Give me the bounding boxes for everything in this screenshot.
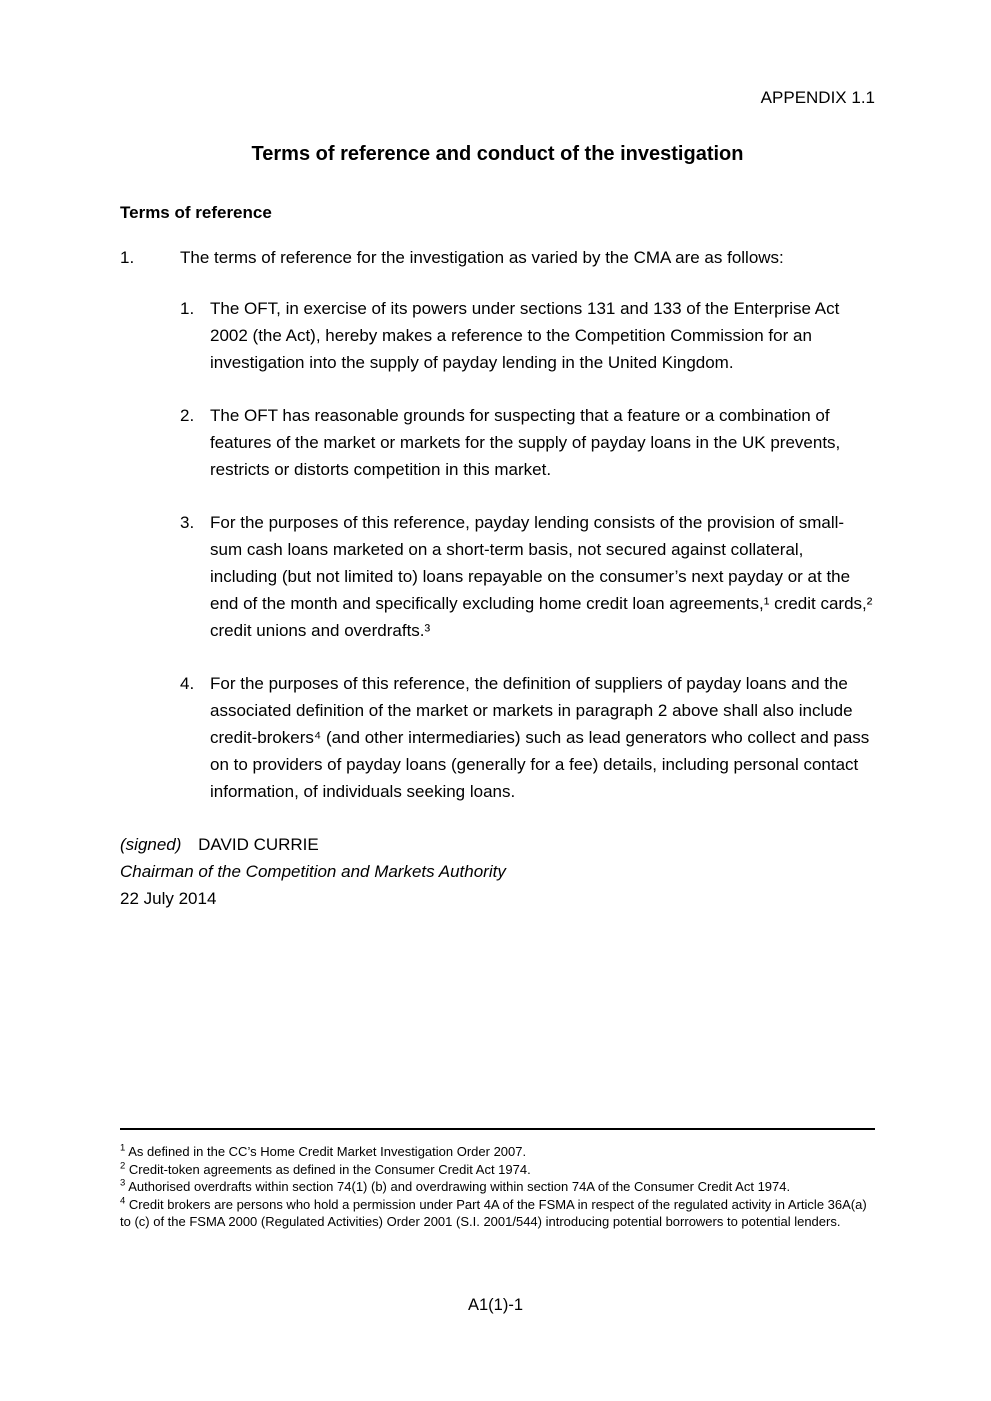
list-item-text: The OFT, in exercise of its powers under sections 131 and 133 of the Enterprise Act 2002 (the Act), hereby makes a reference to the Competition Commission for an investigation into the supply of payday lending in the United Kingdom. — [210, 299, 840, 372]
paragraph-1 — [120, 244, 875, 271]
footnote-text: Credit-token agreements as defined in the Consumer Credit Act 1974. — [128, 1161, 531, 1177]
signature-line — [120, 831, 875, 858]
list-item — [180, 402, 875, 483]
footnote — [120, 1143, 875, 1161]
list-item-number: 4. — [180, 674, 195, 693]
list-item-text: For the purposes of this reference, the definition of suppliers of payday loans and the associated definition of the market or markets in paragraph 2 above shall also include credit-brokers⁴ (and other intermediaries) such as lead generators who collect and pass on to providers of payday loans (generally for a fee) details, including personal contact information, of individuals seeking loans. — [210, 674, 870, 801]
page-number: A1(1)-1 — [467, 1296, 524, 1314]
signatory-name: DAVID CURRIE — [198, 835, 319, 854]
list-item-number: 1. — [180, 299, 195, 318]
footnote — [120, 1161, 875, 1179]
footnote-text: Authorised overdrafts within section 74(1) (b) and overdrawing within section 74A of the Consumer Credit Act 1974. — [128, 1179, 791, 1194]
footnote-marker: 2 — [120, 1160, 126, 1172]
list-item-number: 3. — [180, 513, 195, 532]
signatory-title: Chairman of the Competition and Markets Authority — [120, 862, 506, 881]
footnote-marker: 3 — [120, 1177, 126, 1189]
list-item-text: The OFT has reasonable grounds for suspecting that a feature or a combination of features of the market or markets for the supply of payday loans in the UK prevents, restricts or distorts competition in this market. — [210, 406, 841, 479]
section-heading: Terms of reference — [120, 203, 272, 222]
paragraph-number: 1. — [120, 248, 135, 267]
appendix-label: APPENDIX 1.1 — [760, 88, 875, 107]
signature-block — [120, 831, 875, 912]
list-item — [180, 295, 875, 376]
signed-label: (signed) — [120, 835, 182, 854]
footnote-separator — [120, 1128, 875, 1130]
list-item-text: For the purposes of this reference, payday lending consists of the provision of small-sum cash loans marketed on a short-term basis, not secured against collateral, including (but not limited to) loans repayable on the consumer’s next payday or at the end of the month and specifically excluding home credit loan agreements,¹ credit cards,² credit unions and overdrafts.³ — [210, 513, 873, 640]
footnote-marker: 4 — [120, 1195, 126, 1207]
footnote-text: As defined in the CC’s Home Credit Market Investigation Order 2007. — [128, 1144, 527, 1159]
paragraph-text: The terms of reference for the investigation as varied by the CMA are as follows: — [180, 248, 784, 267]
footnote — [120, 1178, 875, 1196]
list-item — [180, 509, 875, 644]
terms-sub-list — [180, 295, 875, 805]
footnote-marker: 1 — [120, 1142, 126, 1154]
footnote-text: Credit brokers are persons who hold a permission under Part 4A of the FSMA in respect of the regulated activity in Article 36A(a) to (c) of the FSMA 2000 (Regulated Activities) Order 2001 (S.I. 2001/544) introducing potential borrowers to potential lenders. — [120, 1196, 867, 1229]
footnotes-section — [120, 1128, 875, 1231]
signature-date: 22 July 2014 — [120, 889, 217, 908]
page-title: Terms of reference and conduct of the investigation — [251, 143, 744, 165]
list-item — [180, 670, 875, 805]
footnote — [120, 1196, 875, 1231]
list-item-number: 2. — [180, 406, 195, 425]
